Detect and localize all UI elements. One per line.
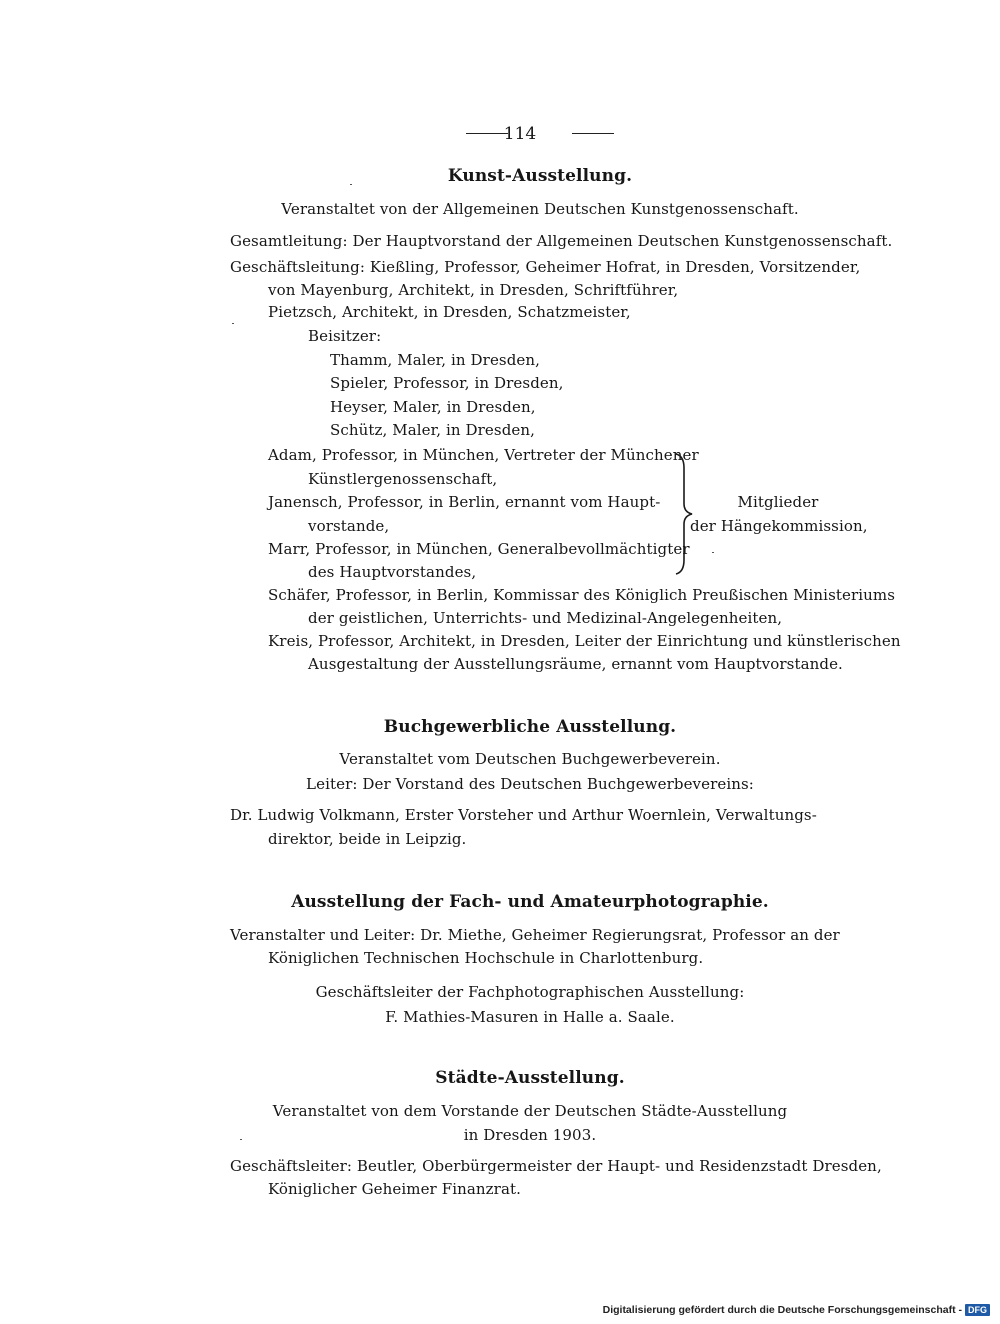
photo-line: Königlichen Technischen Hochschule in Charlottenburg. — [268, 949, 704, 967]
kunst-beisitzer-item: Thamm, Maler, in Dresden, — [330, 351, 541, 369]
buch-organizer: Veranstaltet vom Deutschen Buchgewerbeverein. — [339, 750, 721, 768]
kunst-commission-line: Janensch, Professor, in Berlin, ernannt vom Haupt- — [268, 493, 661, 511]
staedte-organizer: in Dresden 1903. — [463, 1126, 597, 1144]
kunst-commission-label: Mitglieder — [737, 493, 819, 511]
staedte-line: Geschäftsleiter: Beutler, Oberbürgermeister der Haupt- und Residenzstadt Dresden, — [230, 1157, 882, 1175]
kunst-commission-line: Marr, Professor, in München, Generalbevollmächtigter — [268, 540, 690, 558]
photo-heading: Ausstellung der Fach- und Amateurphotographie. — [291, 892, 769, 912]
scan-speck — [350, 184, 352, 185]
kunst-beisitzer-item: Heyser, Maler, in Dresden, — [330, 398, 536, 416]
kunst-commission-line: Adam, Professor, in München, Vertreter der Münchener — [268, 446, 699, 464]
kunst-final-line: der geistlichen, Unterrichts- und Medizinal-Angelegenheiten, — [308, 609, 783, 627]
dfg-logo-icon: DFG — [965, 1304, 990, 1316]
staedte-heading: Städte-Ausstellung. — [435, 1068, 625, 1088]
kunst-geschaeft-line: Geschäftsleitung: Kießling, Professor, Geheimer Hofrat, in Dresden, Vorsitzender, — [230, 258, 861, 276]
staedte-line: Königlicher Geheimer Finanzrat. — [268, 1180, 521, 1198]
kunst-commission-label: der Hängekommission, — [690, 517, 868, 535]
kunst-final-line: Ausgestaltung der Ausstellungsräume, ernannt vom Hauptvorstande. — [308, 655, 843, 673]
kunst-heading: Kunst-Ausstellung. — [447, 166, 633, 186]
kunst-commission-line: vorstande, — [308, 517, 390, 535]
scan-speck — [240, 1139, 242, 1140]
page-number-rule-right — [572, 133, 614, 134]
buch-line: Dr. Ludwig Volkmann, Erster Vorsteher und Arthur Woernlein, Verwaltungs- — [230, 806, 817, 824]
kunst-beisitzer-item: Schütz, Maler, in Dresden, — [330, 421, 536, 439]
photo-line: Veranstalter und Leiter: Dr. Miethe, Geheimer Regierungsrat, Professor an der — [230, 926, 840, 944]
photo-geschaeft: Geschäftsleiter der Fachphotographischen Ausstellung: — [315, 983, 745, 1001]
staedte-organizer: Veranstaltet von dem Vorstande der Deutschen Städte-Ausstellung — [272, 1102, 788, 1120]
scan-speck — [712, 552, 714, 553]
page-number: 114 — [503, 124, 537, 144]
kunst-organizer: Veranstaltet von der Allgemeinen Deutschen Kunstgenossenschaft. — [281, 200, 799, 218]
kunst-beisitzer-label: Beisitzer: — [308, 327, 382, 345]
kunst-beisitzer-item: Spieler, Professor, in Dresden, — [330, 374, 564, 392]
kunst-final-line: Schäfer, Professor, in Berlin, Kommissar des Königlich Preußischen Ministeriums — [268, 586, 896, 604]
buch-heading: Buchgewerbliche Ausstellung. — [383, 717, 677, 737]
kunst-gesamtleitung: Gesamtleitung: Der Hauptvorstand der Allgemeinen Deutschen Kunstgenossenschaft. — [230, 232, 893, 250]
photo-person: F. Mathies-Masuren in Halle a. Saale. — [385, 1008, 675, 1026]
kunst-final-line: Kreis, Professor, Architekt, in Dresden, Leiter der Einrichtung und künstlerischen — [268, 632, 901, 650]
kunst-geschaeft-line: von Mayenburg, Architekt, in Dresden, Schriftführer, — [268, 281, 679, 299]
kunst-commission-line: Künstlergenossenschaft, — [308, 470, 498, 488]
kunst-geschaeft-line: Pietzsch, Architekt, in Dresden, Schatzmeister, — [268, 303, 631, 321]
digitization-footer — [603, 1304, 990, 1316]
buch-leiter: Leiter: Der Vorstand des Deutschen Buchgewerbevereins: — [306, 775, 754, 793]
footer-text: Digitalisierung gefördert durch die Deutsche Forschungsgemeinschaft - — [602, 1304, 962, 1316]
scan-speck — [232, 323, 234, 324]
curly-brace-icon — [672, 452, 698, 576]
buch-line: direktor, beide in Leipzig. — [268, 830, 467, 848]
kunst-commission-line: des Hauptvorstandes, — [308, 563, 477, 581]
